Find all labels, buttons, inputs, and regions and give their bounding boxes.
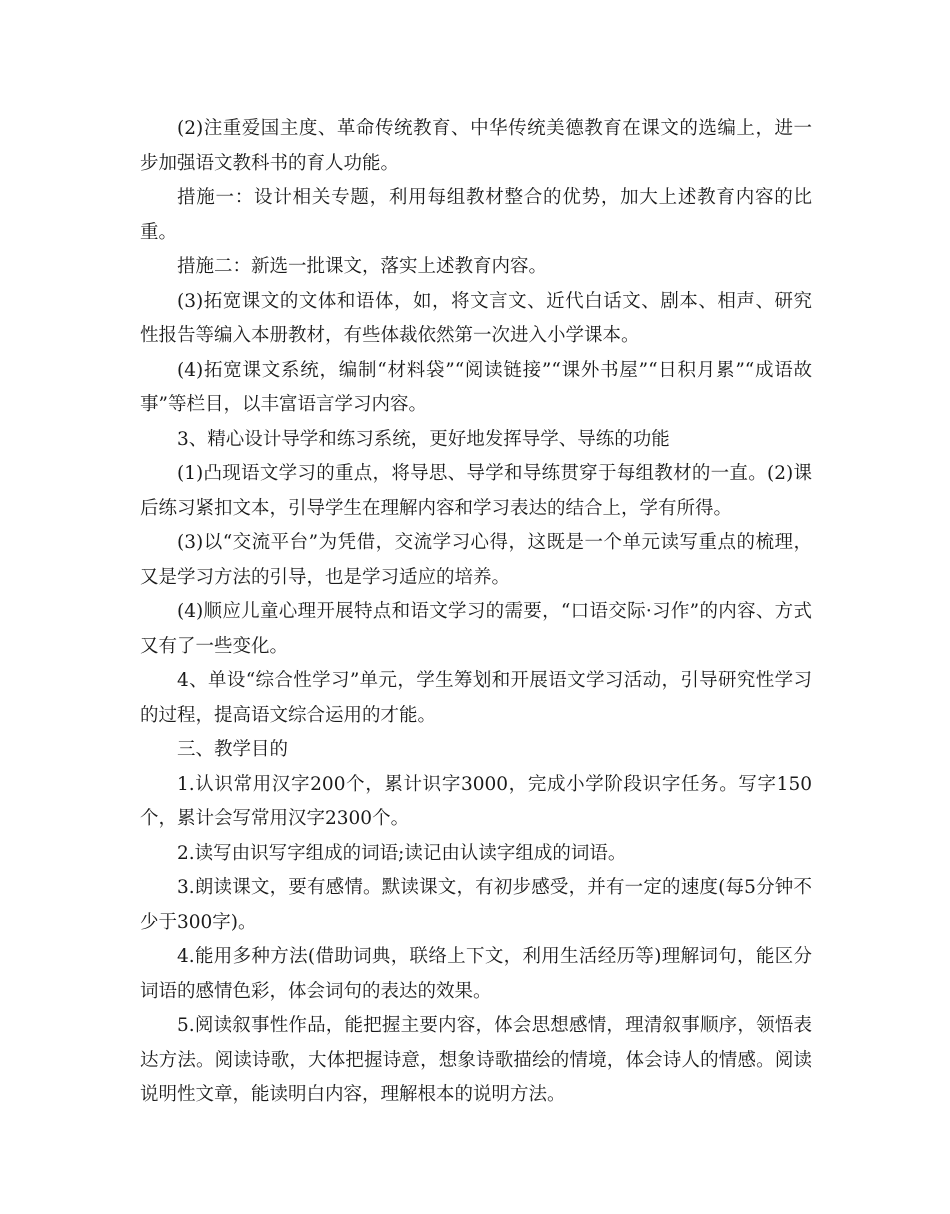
paragraph-8: (3)以“交流平台”为凭借，交流学习心得，这既是一个单元读写重点的梳理，又是学习方法的引导，也是学习适应的培养。 [140, 532, 812, 588]
section-heading-teaching-goals: 三、教学目的 [177, 739, 289, 760]
goal-item-3: 3.朗读课文，要有感情。默读课文，有初步感受，并有一定的速度(每5分钟不少于300字)。 [140, 877, 812, 933]
paragraph-4: (3)拓宽课文的文体和语体，如，将文言文、近代白话文、剧本、相声、研究性报告等编入本册教材，有些体裁依然第一次进入小学课本。 [140, 290, 812, 346]
paragraph-3: 措施二：新选一批课文，落实上述教育内容。 [177, 256, 548, 277]
document-body [140, 112, 812, 1113]
goal-item-1: 1.认识常用汉字200个，累计识字3000，完成小学阶段识字任务。写字150个，累计会写常用汉字2300个。 [140, 773, 812, 829]
paragraph-9: (4)顺应儿童心理开展特点和语文学习的需要，“口语交际·习作”的内容、方式又有了一些变化。 [140, 601, 812, 657]
section-heading-3: 3、精心设计导学和练习系统，更好地发挥导学、导练的功能 [177, 428, 670, 450]
paragraph-7: (1)凸现语文学习的重点，将导思、导学和导练贯穿于每组教材的一直。(2)课后练习紧扣文本，引导学生在理解内容和学习表达的结合上，学有所得。 [140, 463, 812, 519]
paragraph-1: (2)注重爱国主度、革命传统教育、中华传统美德教育在课文的选编上，进一步加强语文教科书的育人功能。 [140, 118, 812, 174]
paragraph-5: (4)拓宽课文系统，编制“材料袋”“阅读链接”“课外书屋”“日积月累”“成语故事”等栏目，以丰富语言学习内容。 [140, 359, 812, 415]
goal-item-2: 2.读写由识写字组成的词语;读记由认读字组成的词语。 [177, 842, 627, 864]
paragraph-10: 4、单设“综合性学习”单元，学生筹划和开展语文学习活动，引导研究性学习的过程，提高语文综合运用的才能。 [140, 670, 812, 726]
goal-item-5: 5.阅读叙事性作品，能把握主要内容，体会思想感情，理清叙事顺序，领悟表达方法。阅读诗歌，大体把握诗意，想象诗歌描绘的情境，体会诗人的情感。阅读说明性文章，能读明白内容，理解根本的说明方法。 [140, 1015, 812, 1105]
goal-item-4: 4.能用多种方法(借助词典，联络上下文，利用生活经历等)理解词句，能区分词语的感情色彩，体会词句的表达的效果。 [140, 946, 812, 1002]
paragraph-2: 措施一：设计相关专题，利用每组教材整合的优势，加大上述教育内容的比重。 [140, 187, 812, 243]
